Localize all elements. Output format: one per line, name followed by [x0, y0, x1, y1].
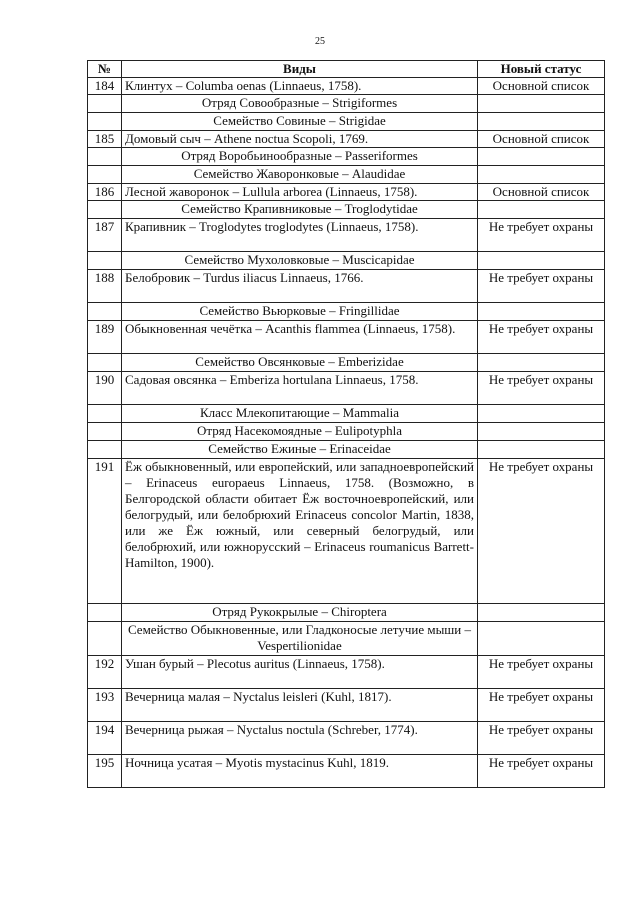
species-status-table	[87, 60, 605, 788]
empty-status-cell	[478, 113, 605, 131]
table-row	[88, 78, 605, 95]
species-name: Крапивник – Troglodytes troglodytes (Linnaeus, 1758).	[122, 219, 478, 252]
empty-status-cell	[478, 622, 605, 656]
row-number: 194	[88, 722, 122, 755]
taxon-name: Семейство Крапивниковые – Troglodytidae	[122, 201, 478, 219]
empty-number-cell	[88, 166, 122, 184]
taxon-name: Отряд Совообразные – Strigiformes	[122, 95, 478, 113]
taxon-row	[88, 622, 605, 656]
table-row	[88, 459, 605, 604]
empty-number-cell	[88, 405, 122, 423]
table-row	[88, 270, 605, 303]
species-name: Ушан бурый – Plecotus auritus (Linnaeus, 1758).	[122, 656, 478, 689]
empty-number-cell	[88, 604, 122, 622]
taxon-name: Отряд Воробьинообразные – Passeriformes	[122, 148, 478, 166]
empty-number-cell	[88, 441, 122, 459]
row-number: 187	[88, 219, 122, 252]
taxon-name: Отряд Насекомоядные – Eulipotyphla	[122, 423, 478, 441]
row-number: 193	[88, 689, 122, 722]
taxon-row	[88, 354, 605, 372]
empty-number-cell	[88, 148, 122, 166]
empty-status-cell	[478, 303, 605, 321]
status-cell: Не требует охраны	[478, 372, 605, 405]
empty-number-cell	[88, 201, 122, 219]
header-number: №	[88, 61, 122, 78]
species-name: Вечерница малая – Nyctalus leisleri (Kuhl, 1817).	[122, 689, 478, 722]
empty-number-cell	[88, 423, 122, 441]
taxon-name: Семейство Мухоловковые – Muscicapidae	[122, 252, 478, 270]
taxon-row	[88, 201, 605, 219]
empty-status-cell	[478, 201, 605, 219]
taxon-name: Семейство Жаворонковые – Alaudidae	[122, 166, 478, 184]
status-cell: Не требует охраны	[478, 219, 605, 252]
taxon-name: Семейство Ежиные – Erinaceidae	[122, 441, 478, 459]
row-number: 185	[88, 131, 122, 148]
status-cell: Не требует охраны	[478, 270, 605, 303]
row-number: 189	[88, 321, 122, 354]
species-name: Ёж обыкновенный, или европейский, или западноевропейский – Erinaceus europaeus Linnaeus, 1758. (Возможно, в Белгородской области обитает Ёж восточноевропейский, или белогрудый, или белобрюхий Erinaceus concolor Martin, 1838, или же Ёж южный, или северный белогрудый, или белобрюхий, или южнорусский – Erinaceus roumanicus Barrett-Hamilton, 1900).	[122, 459, 478, 604]
species-name: Вечерница рыжая – Nyctalus noctula (Schreber, 1774).	[122, 722, 478, 755]
row-number: 190	[88, 372, 122, 405]
taxon-row	[88, 166, 605, 184]
empty-status-cell	[478, 423, 605, 441]
status-cell: Основной список	[478, 184, 605, 201]
empty-number-cell	[88, 622, 122, 656]
header-status: Новый статус	[478, 61, 605, 78]
taxon-name: Семейство Овсянковые – Emberizidae	[122, 354, 478, 372]
taxon-name: Семейство Совиные – Strigidae	[122, 113, 478, 131]
table-row	[88, 184, 605, 201]
table-row	[88, 755, 605, 788]
page-number: 25	[315, 36, 325, 47]
status-cell: Не требует охраны	[478, 722, 605, 755]
taxon-row	[88, 441, 605, 459]
empty-status-cell	[478, 252, 605, 270]
row-number: 186	[88, 184, 122, 201]
taxon-name: Семейство Вьюрковые – Fringillidae	[122, 303, 478, 321]
taxon-row	[88, 405, 605, 423]
empty-status-cell	[478, 166, 605, 184]
empty-number-cell	[88, 303, 122, 321]
table-row	[88, 656, 605, 689]
empty-number-cell	[88, 252, 122, 270]
taxon-row	[88, 148, 605, 166]
taxon-row	[88, 113, 605, 131]
taxon-row	[88, 95, 605, 113]
species-name: Клинтух – Columba oenas (Linnaeus, 1758).	[122, 78, 478, 95]
table-row	[88, 722, 605, 755]
species-name: Обыкновенная чечётка – Acanthis flammea (Linnaeus, 1758).	[122, 321, 478, 354]
table-row	[88, 321, 605, 354]
empty-status-cell	[478, 148, 605, 166]
taxon-row	[88, 252, 605, 270]
taxon-row	[88, 423, 605, 441]
status-cell: Основной список	[478, 131, 605, 148]
table-row	[88, 219, 605, 252]
empty-number-cell	[88, 95, 122, 113]
species-name: Ночница усатая – Myotis mystacinus Kuhl, 1819.	[122, 755, 478, 788]
status-cell: Не требует охраны	[478, 321, 605, 354]
row-number: 192	[88, 656, 122, 689]
table-row	[88, 131, 605, 148]
empty-status-cell	[478, 405, 605, 423]
empty-status-cell	[478, 441, 605, 459]
empty-number-cell	[88, 113, 122, 131]
empty-number-cell	[88, 354, 122, 372]
row-number: 188	[88, 270, 122, 303]
species-name: Садовая овсянка – Emberiza hortulana Linnaeus, 1758.	[122, 372, 478, 405]
status-cell: Не требует охраны	[478, 459, 605, 604]
table-row	[88, 372, 605, 405]
row-number: 195	[88, 755, 122, 788]
header-species: Виды	[122, 61, 478, 78]
taxon-row	[88, 303, 605, 321]
status-cell: Не требует охраны	[478, 689, 605, 722]
status-cell: Не требует охраны	[478, 755, 605, 788]
empty-status-cell	[478, 354, 605, 372]
species-name: Домовый сыч – Athene noctua Scopoli, 1769.	[122, 131, 478, 148]
species-name: Белобровик – Turdus iliacus Linnaeus, 1766.	[122, 270, 478, 303]
empty-status-cell	[478, 95, 605, 113]
taxon-name: Семейство Обыкновенные, или Гладконосые летучие мыши – Vespertilionidae	[122, 622, 478, 656]
row-number: 184	[88, 78, 122, 95]
status-cell: Не требует охраны	[478, 656, 605, 689]
table-row	[88, 689, 605, 722]
taxon-name: Класс Млекопитающие – Mammalia	[122, 405, 478, 423]
row-number: 191	[88, 459, 122, 604]
empty-status-cell	[478, 604, 605, 622]
status-cell: Основной список	[478, 78, 605, 95]
taxon-row	[88, 604, 605, 622]
table-header-row	[88, 61, 605, 78]
species-name: Лесной жаворонок – Lullula arborea (Linnaeus, 1758).	[122, 184, 478, 201]
taxon-name: Отряд Рукокрылые – Chiroptera	[122, 604, 478, 622]
